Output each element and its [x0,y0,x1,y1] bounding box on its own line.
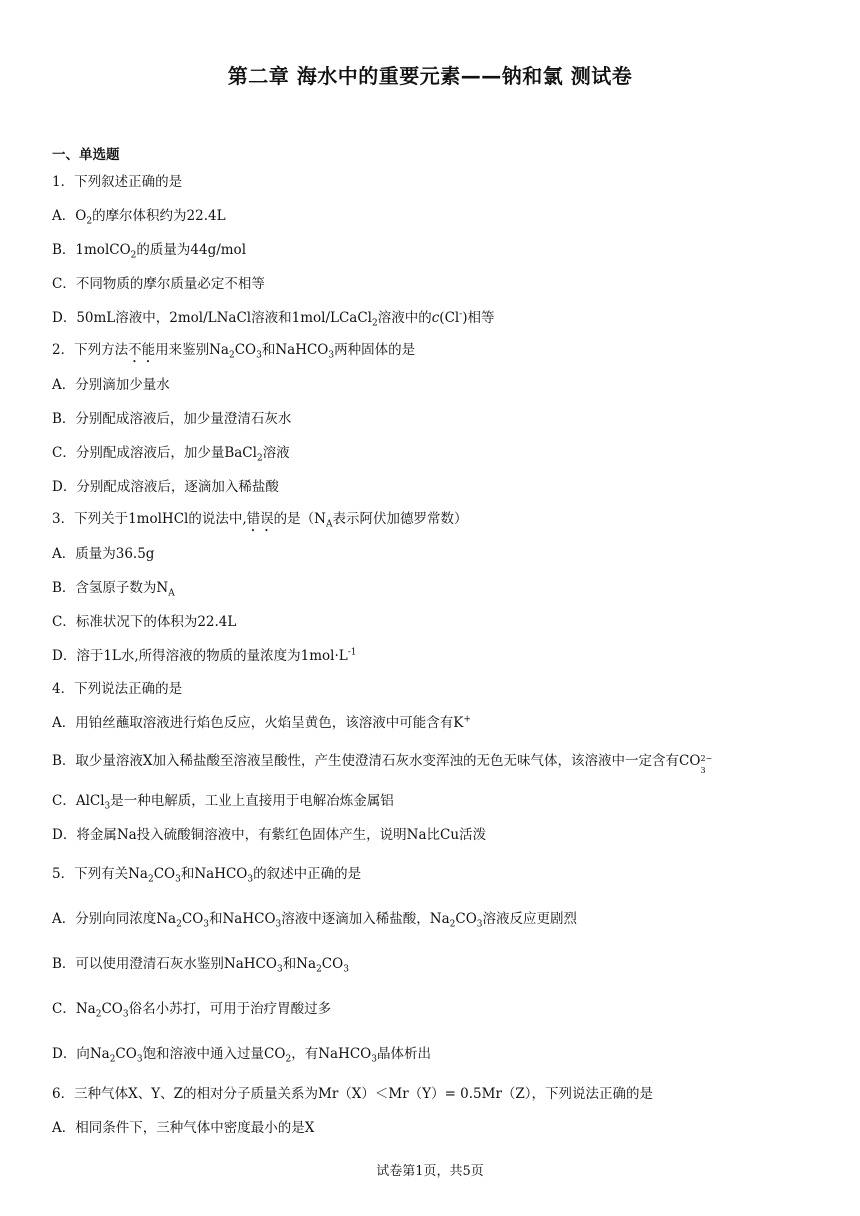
question-6-option-a: A．相同条件下，三种气体中密度最小的是X [52,1120,315,1136]
question-2-option-a: A．分别滴加少量水 [52,377,170,393]
question-3-option-d: D．溶于1L水,所得溶液的物质的量浓度为$1mol\cdot L^{-1}$ [52,647,357,664]
question-5-option-b: B．可以使用澄清石灰水鉴别NaHCO$_3$和$Na_2CO_3$ [52,956,349,975]
question-5-option-a: A．分别向同浓度$Na_2CO_3$和NaHCO$_3$溶液中逐滴加入稀盐酸，$Na_2CO_3$溶液反应更剧烈 [52,911,578,930]
question-3-stem: 3．下列关于1molHCl的说法中,错误的是（$N_A$表示阿伏加德罗常数） [52,511,468,530]
question-4-option-d: D．将金属Na投入硫酸铜溶液中，有紫红色固体产生，说明Na比Cu活泼 [52,827,487,843]
question-5-stem: 5．下列有关$Na_2CO_3$和NaHCO$_3$的叙述中正确的是 [52,866,362,885]
question-2-option-c: C．分别配成溶液后，加少量BaCl$_2$溶液 [52,445,290,464]
question-1-stem: 1．下列叙述正确的是 [52,174,183,190]
question-4-option-b: B．取少量溶液X加入稀盐酸至溶液呈酸性，产生使澄清石灰水变浑浊的无色无味气体，该溶液中一定含有CO 2− 3 [52,753,713,775]
question-3-option-a: A．质量为36.5g [52,546,155,562]
question-2-option-d: D．分别配成溶液后，逐滴加入稀盐酸 [52,479,279,495]
question-3-option-c: C．标准状况下的体积为22.4L [52,614,237,630]
question-1-option-c: C．不同物质的摩尔质量必定不相等 [52,276,265,292]
question-4-option-a: A．用铂丝蘸取溶液进行焰色反应，火焰呈黄色，该溶液中可能含有K+ [52,714,471,731]
question-5-option-c: C．$Na_2CO_3$俗名小苏打，可用于治疗胃酸过多 [52,1001,332,1020]
question-6-stem: 6．三种气体X、Y、Z的相对分子质量关系为Mr（X）＜Mr（Y）= 0.5Mr（Z），下列说法正确的是 [52,1086,654,1102]
page-footer: 试卷第1页，共5页 [376,1164,484,1179]
question-1-option-b: B．1molCO$_2$的质量为44g/mol [52,242,247,261]
question-4-stem: 4．下列说法正确的是 [52,681,183,697]
section-heading: 一、单选题 [52,147,120,163]
page-title: 第二章 海水中的重要元素——钠和氯 测试卷 [227,64,633,88]
question-2-stem: 2．下列方法不能用来鉴别$Na_2CO_3$和NaHCO$_3$两种固体的是 [52,342,416,361]
question-3-option-b: B．含氢原子数为$N_A$ [52,580,175,599]
question-1-option-a: A．$O_2$的摩尔体积约为22.4L [52,208,226,227]
question-5-option-d: D．向$Na_2CO_3$饱和溶液中通入过量$CO_2$，有NaHCO$_3$晶体析出 [52,1046,431,1065]
question-4-option-c: C．AlCl$_3$是一种电解质，工业上直接用于电解冶炼金属铝 [52,793,394,812]
question-2-option-b: B．分别配成溶液后，加少量澄清石灰水 [52,411,292,427]
question-1-option-d: D．50mL溶液中，2mol/LNaCl溶液和1mol/LCaCl$_2$溶液中的c(Cl-)相等 [52,309,495,329]
